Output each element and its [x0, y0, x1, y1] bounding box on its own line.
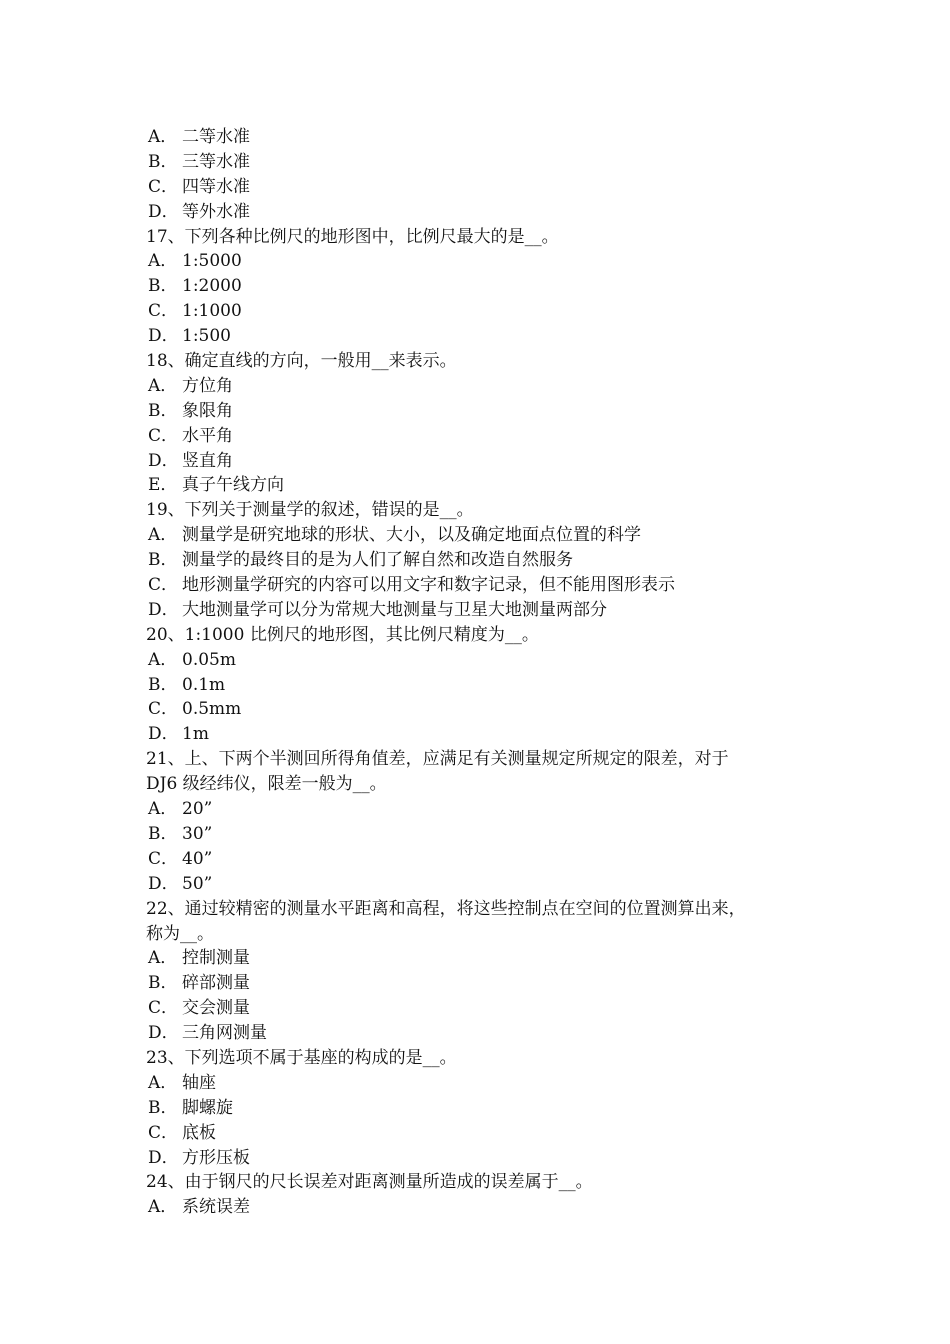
answer-option: [0, 523, 950, 548]
option-letter: B．: [148, 823, 178, 844]
question-text: [0, 897, 950, 922]
answer-option: [0, 598, 950, 623]
option-text: 大地测量学可以分为常规大地测量与卫星大地测量两部分: [182, 599, 607, 620]
option-letter: C．: [148, 1122, 179, 1143]
option-text: 象限角: [182, 400, 233, 421]
option-text: 30”: [182, 823, 213, 844]
option-letter: C．: [148, 301, 179, 322]
option-text: 0.1m: [182, 674, 226, 695]
option-letter: D．: [148, 1023, 179, 1044]
option-letter: A．: [148, 1197, 178, 1218]
answer-option: [0, 872, 950, 897]
option-letter: D．: [148, 201, 179, 222]
question-stem: 称为__。: [146, 923, 214, 944]
option-letter: D．: [148, 450, 179, 471]
option-letter: A．: [148, 127, 178, 147]
question-stem: 24、由于钢尺的尺长误差对距离测量所造成的误差属于__。: [146, 1172, 593, 1193]
option-letter: B．: [148, 550, 178, 571]
option-text: 测量学的最终目的是为人们了解自然和改造自然服务: [182, 550, 573, 571]
option-text: 1:2000: [182, 276, 242, 297]
answer-option: [0, 946, 950, 971]
option-text: 系统误差: [182, 1197, 250, 1218]
option-text: 水平角: [182, 425, 233, 446]
option-letter: C．: [148, 575, 179, 596]
answer-option: [0, 996, 950, 1021]
option-letter: B．: [148, 973, 178, 994]
answer-option: [0, 274, 950, 299]
question-stem: 23、下列选项不属于基座的构成的是__。: [146, 1047, 457, 1068]
option-text: 50”: [182, 873, 213, 894]
answer-option: [0, 1071, 950, 1096]
answer-option: [0, 449, 950, 474]
option-text: 40”: [182, 848, 213, 869]
answer-option: [0, 697, 950, 722]
question-text: [0, 772, 950, 797]
option-text: 底板: [182, 1122, 216, 1143]
option-letter: C．: [148, 176, 179, 197]
option-text: 测量学是研究地球的形状、大小，以及确定地面点位置的科学: [182, 525, 641, 546]
option-letter: A．: [148, 649, 178, 670]
option-text: 1:5000: [182, 251, 242, 272]
question-stem: 18、确定直线的方向，一般用__来表示。: [146, 351, 457, 372]
option-letter: D．: [148, 873, 179, 894]
option-letter: A．: [148, 948, 178, 969]
option-letter: D．: [148, 1147, 179, 1168]
option-letter: D．: [148, 724, 179, 745]
answer-option: [0, 1096, 950, 1121]
option-text: 轴座: [182, 1072, 216, 1093]
option-letter: D．: [148, 326, 179, 347]
option-letter: B．: [148, 276, 178, 297]
option-text: 0.05m: [182, 649, 236, 670]
question-text: [0, 498, 950, 523]
answer-option: [0, 374, 950, 399]
question-text: [0, 623, 950, 648]
option-letter: A．: [148, 251, 178, 272]
option-letter: B．: [148, 674, 178, 695]
option-text: 0.5mm: [182, 699, 242, 720]
question-stem: 21、上、下两个半测回所得角值差，应满足有关测量规定所规定的限差，对于: [146, 749, 729, 770]
option-text: 地形测量学研究的内容可以用文字和数字记录，但不能用图形表示: [182, 575, 675, 596]
option-letter: B．: [148, 151, 178, 172]
answer-option: [0, 249, 950, 274]
option-text: 竖直角: [182, 450, 233, 471]
answer-option: [0, 573, 950, 598]
answer-option: [0, 324, 950, 349]
option-letter: B．: [148, 1097, 178, 1118]
option-text: 方位角: [182, 375, 233, 396]
option-text: 1:500: [182, 326, 231, 347]
question-text: [0, 922, 950, 947]
option-letter: A．: [148, 799, 178, 820]
answer-option: [0, 648, 950, 673]
answer-option: [0, 548, 950, 573]
answer-option: [0, 200, 950, 225]
answer-option: [0, 1121, 950, 1146]
answer-option: [0, 797, 950, 822]
question-stem: 17、下列各种比例尺的地形图中，比例尺最大的是__。: [146, 226, 559, 247]
option-letter: A．: [148, 375, 178, 396]
question-stem: 20、1:1000 比例尺的地形图，其比例尺精度为__。: [146, 624, 539, 645]
option-letter: A．: [148, 1072, 178, 1093]
option-letter: C．: [148, 425, 179, 446]
answer-option: [0, 399, 950, 424]
option-letter: A．: [148, 525, 178, 546]
option-text: 等外水准: [182, 201, 250, 222]
option-text: 碎部测量: [182, 973, 250, 994]
option-text: 1:1000: [182, 301, 242, 322]
answer-option: [0, 822, 950, 847]
answer-option: [0, 673, 950, 698]
answer-option: [0, 299, 950, 324]
answer-option: [0, 424, 950, 449]
option-text: 四等水准: [182, 176, 250, 197]
answer-option: [0, 1021, 950, 1046]
option-letter: C．: [148, 848, 179, 869]
option-text: 真子午线方向: [182, 475, 284, 496]
answer-option: [0, 473, 950, 498]
option-text: 1m: [182, 724, 209, 745]
question-stem: 22、通过较精密的测量水平距离和高程，将这些控制点在空间的位置测算出来，: [146, 898, 746, 919]
answer-option: [0, 722, 950, 747]
option-text: 三角网测量: [182, 1023, 267, 1044]
question-text: [0, 1170, 950, 1195]
question-stem: DJ6 级经纬仪，限差一般为__。: [146, 774, 387, 795]
question-stem: 19、下列关于测量学的叙述，错误的是__。: [146, 500, 474, 521]
option-text: 20”: [182, 799, 213, 820]
option-letter: C．: [148, 699, 179, 720]
answer-option: [0, 150, 950, 175]
option-letter: B．: [148, 400, 178, 421]
answer-option: [0, 125, 950, 150]
option-text: 方形压板: [182, 1147, 250, 1168]
option-text: 三等水准: [182, 151, 250, 172]
answer-option: [0, 847, 950, 872]
answer-option: [0, 1146, 950, 1171]
question-text: [0, 1046, 950, 1071]
document-body: [0, 125, 950, 1220]
question-text: [0, 225, 950, 250]
option-letter: E．: [148, 475, 178, 496]
answer-option: [0, 175, 950, 200]
option-text: 控制测量: [182, 948, 250, 969]
question-text: [0, 747, 950, 772]
option-letter: D．: [148, 599, 179, 620]
option-text: 交会测量: [182, 998, 250, 1019]
answer-option: [0, 971, 950, 996]
question-text: [0, 349, 950, 374]
option-letter: C．: [148, 998, 179, 1019]
option-text: 二等水准: [182, 127, 250, 147]
option-text: 脚螺旋: [182, 1097, 233, 1118]
answer-option: [0, 1195, 950, 1220]
